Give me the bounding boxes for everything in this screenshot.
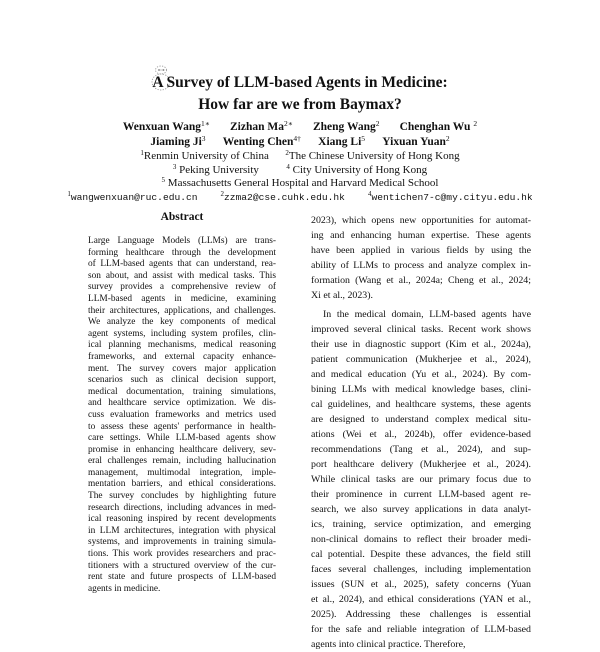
abstract-line: management, multimodal integration, imple- <box>88 467 276 478</box>
intro-line: improved several clinical tasks. Recent work shows <box>311 324 531 335</box>
abstract-line: to assess these agents' performance in health- <box>88 421 276 432</box>
introduction-column <box>311 213 531 652</box>
email-mark: 2 <box>220 190 225 198</box>
intro-paragraph-2 <box>311 307 531 652</box>
abstract-line: care settings. While LLM-based agents show <box>88 433 276 444</box>
affiliation-mark: 2 <box>285 149 289 157</box>
intro-line: for the safe and reliable integration of LLM-based <box>311 624 531 635</box>
abstract-heading: Abstract <box>160 211 204 223</box>
affiliation-mark: 4 <box>286 162 290 171</box>
intro-line: et al., 2024), and ethical considerations (YAN et al., <box>311 594 531 605</box>
abstract-line: research directions, including advances in med- <box>88 502 276 513</box>
author-name: Yixuan Yuan <box>382 135 446 148</box>
abstract-line: rent state and future prospects of LLM-based <box>88 572 276 583</box>
intro-line: their use in diagnostic support (Kim et al., 2024a), <box>311 339 531 350</box>
intro-line: formation (Wang et al., 2024a; Cheng et al., 2024; <box>311 275 531 286</box>
affiliation-name: City University of Hong Kong <box>292 163 428 176</box>
intro-line: search, we also survey applications in data analyt- <box>311 504 531 515</box>
abstract-line: mentation barriers, and ethical considerations. <box>88 479 276 490</box>
intro-line: faces several challenges, including implementation <box>311 564 531 575</box>
abstract-line: and healthcare service optimization. We dis- <box>88 398 276 409</box>
abstract-line: in LLM architectures, integration with physical <box>88 525 276 536</box>
abstract-line: medical documentation, training simulations, <box>88 386 276 397</box>
affiliation-mark: 1 <box>140 149 144 157</box>
title-line-1: A Survey of LLM-based Agents in Medicine: <box>152 74 448 91</box>
abstract-body <box>88 236 276 595</box>
author-name: Wenting Chen <box>222 135 294 148</box>
abstract-line: titioners with a structured overview of the cur- <box>88 560 276 571</box>
abstract-line: their architectures, applications, and challenges. <box>88 305 276 316</box>
abstract-line: ical planning mechanisms, medical reasoning <box>88 340 276 351</box>
intro-line: ics, training, service optimization, and emerging <box>311 519 531 530</box>
intro-line: are designed to understand complex medical situ- <box>311 414 531 425</box>
abstract-line: tions. This work provides researchers and prac- <box>88 549 276 560</box>
author-name: Xiang Li <box>318 135 362 148</box>
intro-line: ability of LLMs to process and analyze complex in- <box>311 260 531 271</box>
affiliation-name: The Chinese University of Hong Kong <box>288 150 460 162</box>
abstract-line: LLM-based agents in medicine, examining <box>88 293 276 304</box>
affiliation-mark: 5 <box>161 176 166 184</box>
abstract-line: son about, and assist with medical tasks. This <box>88 270 276 281</box>
abstract-line: promise in enhancing healthcare delivery, sev- <box>88 444 276 455</box>
author-mark: 1∗ <box>201 119 210 128</box>
intro-line: ing and enhancing human expertise. These agents <box>311 230 531 241</box>
intro-line: bining LLMs with medical knowledge bases, clini- <box>311 384 531 395</box>
author-mark: 3 <box>201 133 206 143</box>
abstract-line: ical reasoning inspired by recent developments <box>88 514 276 525</box>
intro-line: Xi et al., 2023). <box>311 290 373 301</box>
affiliation-list <box>0 150 600 191</box>
abstract-line: We analyze the key components of medical <box>88 317 276 328</box>
abstract-line: The survey concludes by highlighting future <box>88 491 276 502</box>
author-mark: 2 <box>473 119 478 128</box>
email-mark: 1 <box>67 190 71 198</box>
author-name: Zheng Wang <box>312 121 376 133</box>
author-mark: 4† <box>293 133 301 143</box>
abstract-line: agent systems, including system profiles, clin- <box>88 328 276 339</box>
abstract-line: Large Language Models (LLMs) are trans- <box>88 236 276 246</box>
intro-line: cal guidelines, and healthcare systems, these agents <box>311 399 531 410</box>
abstract-line: survey provides a comprehensive review of <box>88 282 276 293</box>
email-address[interactable]: zzma2@cse.cuhk.edu.hk <box>224 192 345 203</box>
author-name: Chenghan Wu <box>399 121 471 133</box>
intro-line: recommendations (Tang et al., 2024), and sup- <box>311 444 531 455</box>
abstract-line: ment. The survey covers major application <box>88 363 276 374</box>
intro-paragraph-1 <box>311 213 531 303</box>
email-mark: 4 <box>367 190 372 198</box>
email-address[interactable]: wangwenxuan@ruc.edu.cn <box>70 192 198 203</box>
email-address[interactable]: wentichen7-c@my.cityu.edu.hk <box>371 192 533 203</box>
author-name: Jiaming Ji <box>150 135 202 148</box>
intro-line: patient communication (Mukherjee et al., 2024), <box>311 354 531 365</box>
author-mark: 2∗ <box>283 119 293 128</box>
abstract-line: forming healthcare through the development <box>88 247 276 258</box>
affiliation-mark: 3 <box>172 162 177 171</box>
abstract-line: scenarios such as clinical decision support, <box>88 375 276 386</box>
affiliation-name: Renmin University of China <box>143 150 269 162</box>
intro-line: 2023), which opens new opportunities for automat- <box>311 215 531 226</box>
author-name: Zizhan Ma <box>229 121 284 133</box>
abstract-line: frameworks, and external capacity enhance- <box>88 351 276 362</box>
email-list <box>0 192 600 204</box>
intro-line: cal potential. Despite these advances, the field still <box>311 549 531 560</box>
intro-line: 2025). Addressing these challenges is essential <box>311 609 531 620</box>
intro-line: While clinical tasks are our primary focus due to <box>311 474 531 485</box>
intro-line: ations (Wei et al., 2024b), offer evidence-based <box>311 429 531 440</box>
intro-line: port healthcare delivery (Mukherjee et al., 2024). <box>311 459 531 470</box>
intro-line: their prominence in current LLM-based agent re- <box>311 489 531 500</box>
author-list <box>0 120 600 149</box>
abstract-line: cuss evaluation frameworks and metrics used <box>88 409 276 420</box>
abstract-line: of LLM-based agents that can understand, rea- <box>88 259 276 270</box>
paper-title <box>0 72 600 116</box>
intro-line: In the medical domain, LLM-based agents have <box>323 309 531 320</box>
author-mark: 5 <box>361 133 366 143</box>
author-mark: 2 <box>375 119 380 128</box>
affiliation-name: Massachusetts General Hospital and Harvard Medical School <box>167 177 439 189</box>
intro-line: have been applied in various fields by using the <box>311 245 531 256</box>
intro-line: issues (SUN et al., 2025), safety concerns (Yuan <box>311 579 531 590</box>
title-line-2: How far are we from Baymax? <box>198 96 402 113</box>
intro-line: and medical education (Yu et al., 2024). By com- <box>311 369 531 380</box>
intro-line: non-clinical domains to reflect their broader medi- <box>311 534 531 545</box>
affiliation-name: Peking University <box>179 163 259 176</box>
abstract-line: agents in medicine. <box>88 583 161 594</box>
abstract-line: systems, and improvements in training simula- <box>88 537 276 548</box>
abstract-line: eral challenges remain, including hallucination <box>88 456 276 467</box>
author-mark: 2 <box>445 133 450 143</box>
author-name: Wenxuan Wang <box>122 121 201 133</box>
intro-line: agents into clinical practice. Therefore, <box>311 639 466 650</box>
